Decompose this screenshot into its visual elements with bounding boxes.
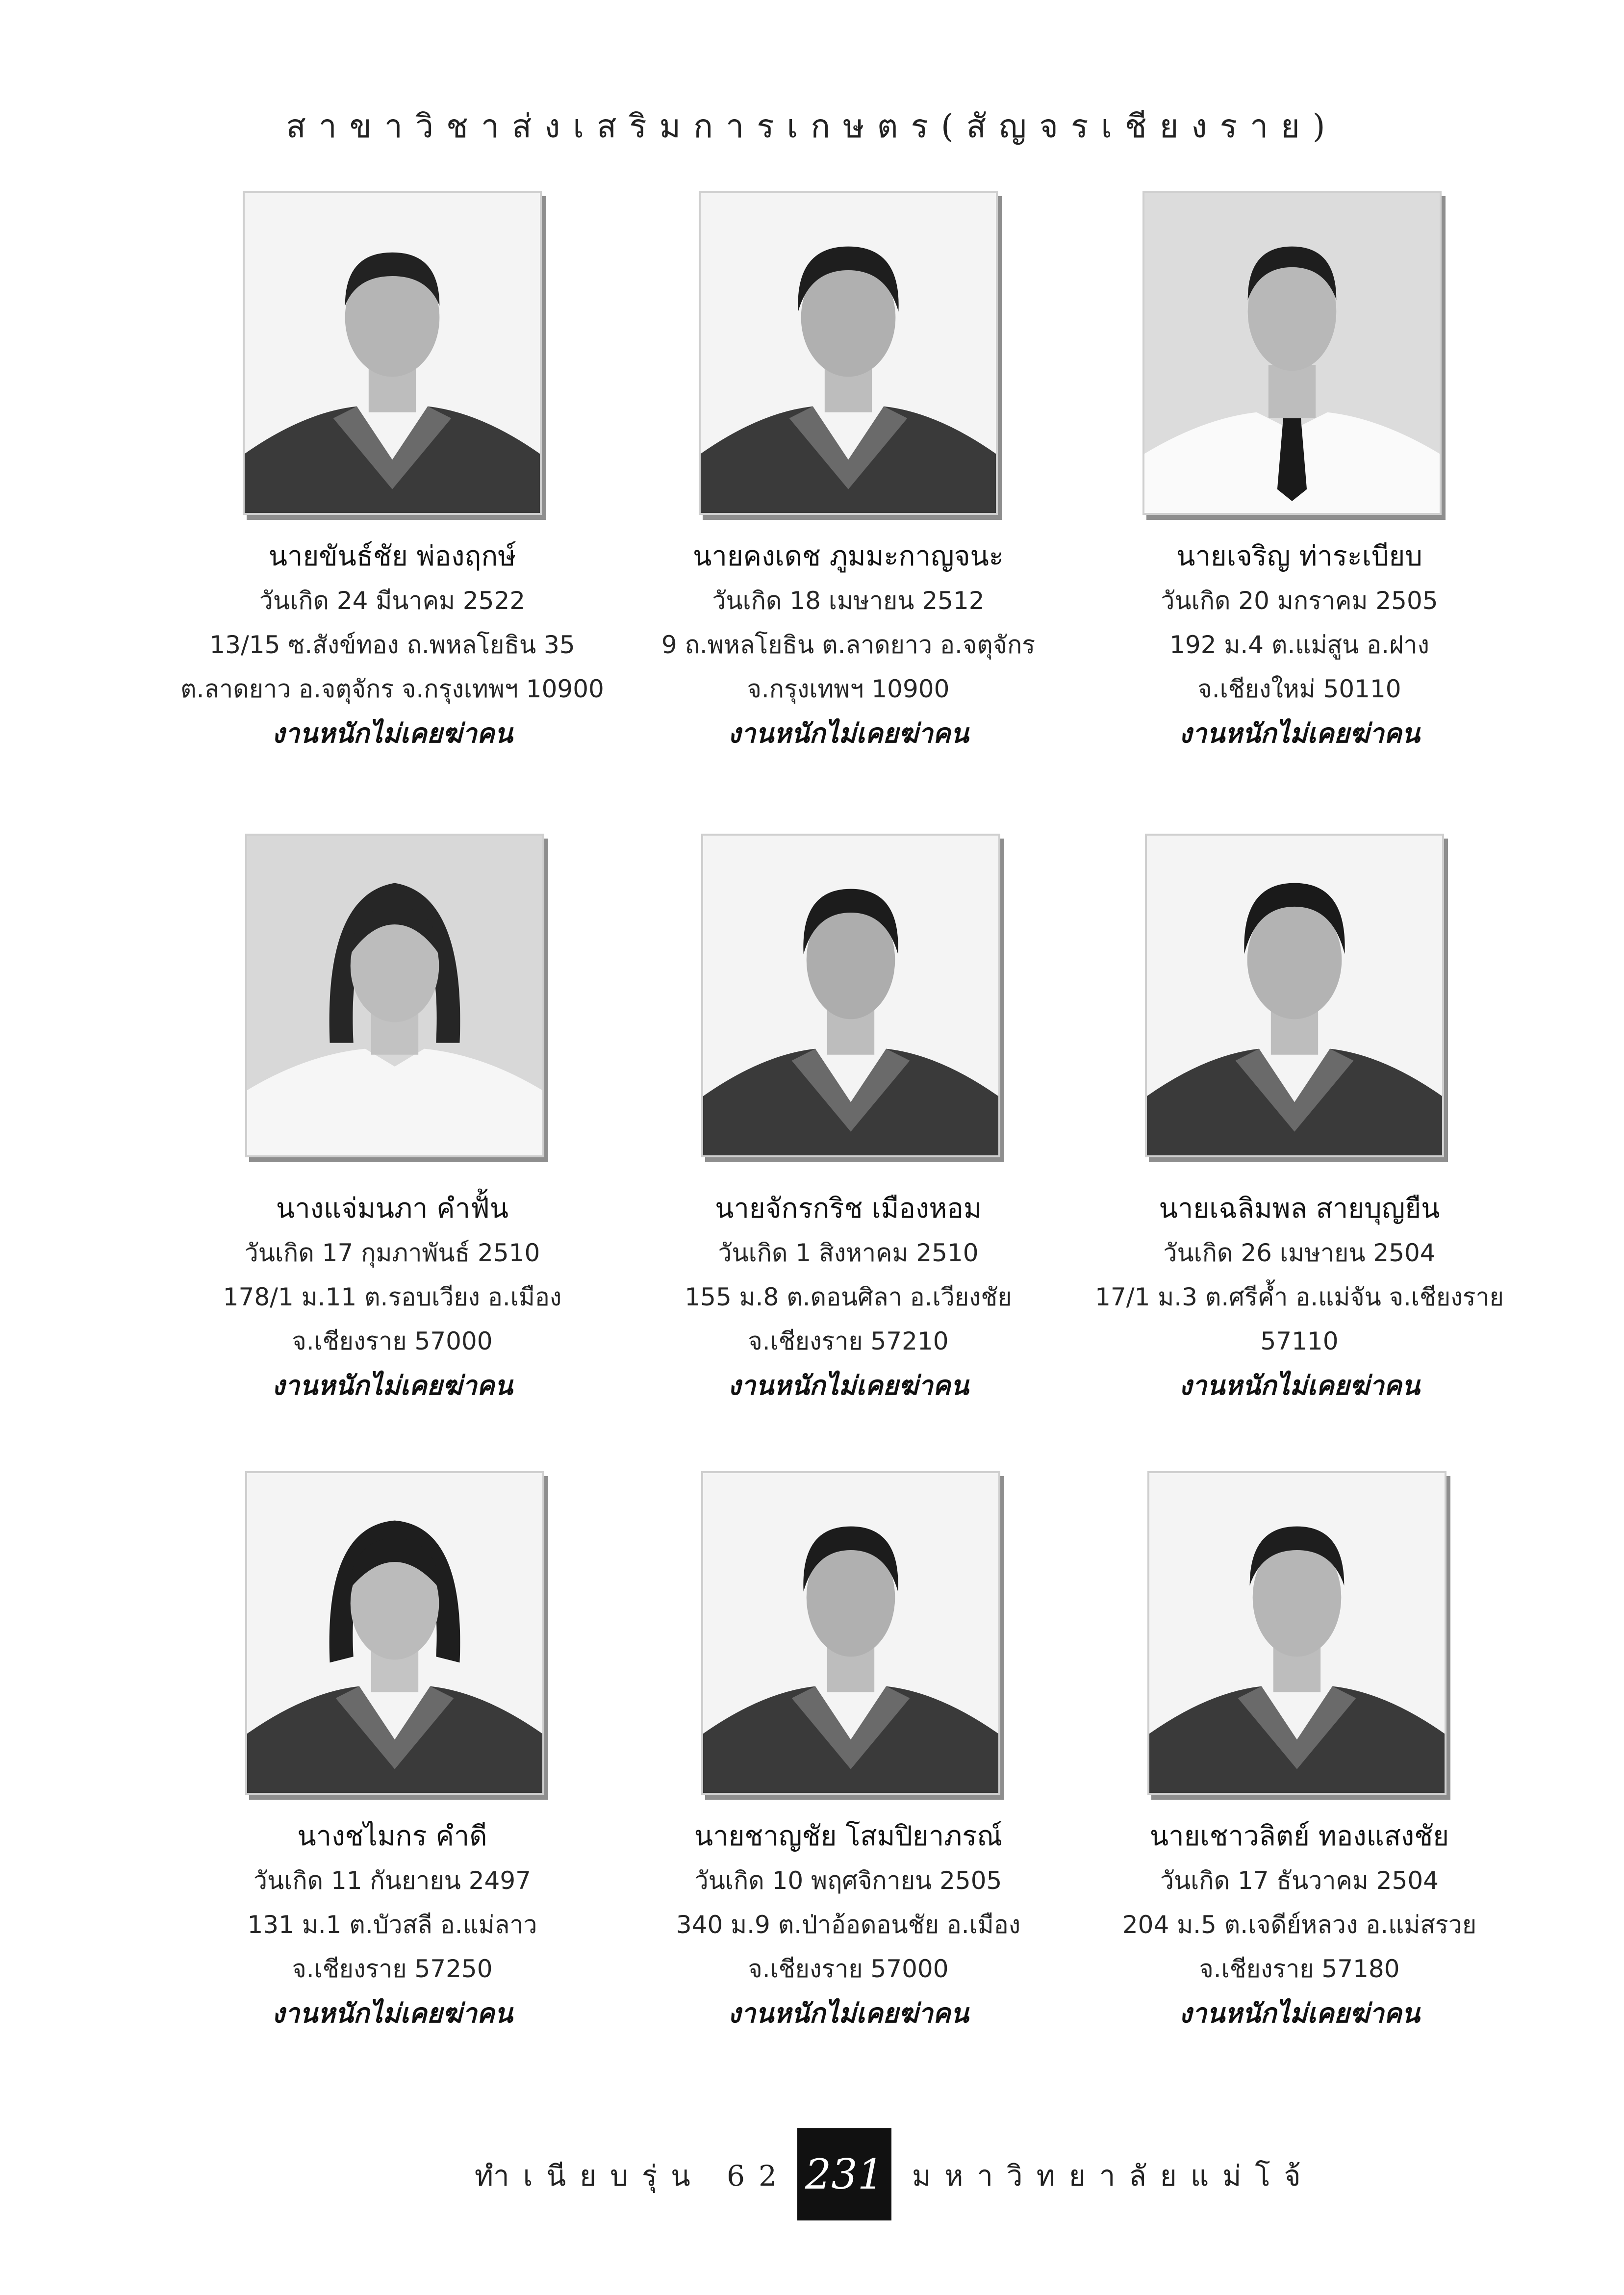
graduate-birthdate: วันเกิด 10 พฤศจิกายน 2505: [694, 1866, 1002, 1895]
graduate-address-line1: 204 ม.5 ต.เจดีย์หลวง อ.แม่สรวย: [1122, 1911, 1477, 1939]
graduate-card: [1054, 834, 1545, 1422]
graduate-address-line1: 340 ม.9 ต.ป่าอ้อดอนชัย อ.เมือง: [676, 1911, 1021, 1939]
graduate-address-line1: 131 ม.1 ต.บัวสลี อ.แม่ลาว: [247, 1911, 537, 1939]
graduate-birthdate: วันเกิด 26 เมษายน 2504: [1163, 1239, 1436, 1267]
footer-university-name: มหาวิทยาลัยแม่โจ้: [912, 2159, 1315, 2193]
graduate-address-line1: 9 ถ.พหลโยธิน ต.ลาดยาว อ.จตุจักร: [661, 631, 1036, 659]
graduate-photo: [243, 191, 542, 515]
graduate-address-line2: จ.กรุงเทพฯ 10900: [747, 675, 950, 703]
graduate-motto: งานหนักไม่เคยฆ่าคน: [1179, 1997, 1420, 2029]
graduate-name: นายเจริญ ท่าระเบียบ: [1176, 540, 1422, 572]
graduate-card: [1054, 1471, 1545, 2060]
footer-yearbook-label: ทำเนียบรุ่น 62: [474, 2159, 790, 2193]
graduate-card: [603, 1471, 1093, 2060]
graduate-card: [1054, 191, 1545, 780]
graduate-address-line2: จ.เชียงราย 57000: [292, 1327, 493, 1355]
graduate-card: [603, 191, 1093, 780]
graduate-motto: งานหนักไม่เคยฆ่าคน: [272, 717, 513, 749]
graduate-address-line2: จ.เชียงใหม่ 50110: [1197, 675, 1401, 703]
graduate-photo: [701, 1471, 1000, 1795]
page-footer: [0, 2128, 1624, 2226]
graduate-address-line2: จ.เชียงราย 57180: [1199, 1955, 1400, 1983]
graduate-address-line1: 17/1 ม.3 ต.ศรีค้ำ อ.แม่จัน จ.เชียงราย: [1095, 1283, 1504, 1311]
graduate-motto: งานหนักไม่เคยฆ่าคน: [728, 1370, 969, 1401]
graduate-birthdate: วันเกิด 20 มกราคม 2505: [1161, 586, 1438, 615]
graduate-motto: งานหนักไม่เคยฆ่าคน: [1179, 1370, 1420, 1401]
graduate-card: [603, 834, 1093, 1422]
graduate-name: นายเฉลิมพล สายบุญยืน: [1159, 1193, 1440, 1224]
graduate-birthdate: วันเกิด 17 กุมภาพันธ์ 2510: [244, 1239, 540, 1267]
graduate-motto: งานหนักไม่เคยฆ่าคน: [272, 1997, 513, 2029]
graduate-card: [147, 191, 637, 780]
graduate-name: นายชาญชัย โสมปิยาภรณ์: [694, 1820, 1003, 1852]
page-title: สาขาวิชาส่งเสริมการเกษตร(สัญจรเชียงราย): [286, 107, 1338, 145]
graduate-address-line1: 155 ม.8 ต.ดอนศิลา อ.เวียงชัย: [685, 1283, 1012, 1311]
graduate-photo: [1147, 1471, 1446, 1795]
graduate-name: นายจักรกริช เมืองหอม: [715, 1193, 982, 1224]
graduate-birthdate: วันเกิด 18 เมษายน 2512: [712, 586, 985, 615]
graduate-name: นางชไมกร คำดี: [297, 1820, 487, 1852]
graduate-photo: [245, 834, 544, 1157]
graduate-address-line1: 178/1 ม.11 ต.รอบเวียง อ.เมือง: [223, 1283, 562, 1311]
graduate-birthdate: วันเกิด 24 มีนาคม 2522: [259, 586, 526, 615]
graduate-card: [147, 834, 637, 1422]
graduate-photo: [701, 834, 1000, 1157]
graduate-photo: [1145, 834, 1444, 1157]
graduate-card: [147, 1471, 637, 2060]
graduate-birthdate: วันเกิด 1 สิงหาคม 2510: [718, 1239, 979, 1267]
graduate-address-line2: ต.ลาดยาว อ.จตุจักร จ.กรุงเทพฯ 10900: [180, 675, 604, 703]
graduate-name: นายเชาวลิตย์ ทองแสงชัย: [1149, 1820, 1449, 1852]
graduate-photo: [1142, 191, 1442, 515]
graduate-address-line1: 13/15 ซ.สังข์ทอง ถ.พหลโยธิน 35: [209, 631, 575, 659]
graduate-address-line2: จ.เชียงราย 57250: [292, 1955, 493, 1983]
graduate-photo: [699, 191, 998, 515]
graduate-birthdate: วันเกิด 11 กันยายน 2497: [254, 1866, 531, 1895]
graduate-motto: งานหนักไม่เคยฆ่าคน: [272, 1370, 513, 1401]
graduate-motto: งานหนักไม่เคยฆ่าคน: [728, 717, 969, 749]
graduate-birthdate: วันเกิด 17 ธันวาคม 2504: [1160, 1866, 1439, 1895]
graduate-address-line2: จ.เชียงราย 57210: [748, 1327, 949, 1355]
graduate-name: นายคงเดช ภูมมะกาญจนะ: [693, 540, 1004, 572]
graduate-address-line1: 192 ม.4 ต.แม่สูน อ.ฝาง: [1169, 631, 1429, 659]
graduate-motto: งานหนักไม่เคยฆ่าคน: [728, 1997, 969, 2029]
graduate-name: นายขันธ์ชัย พ่องฤกษ์: [268, 540, 516, 572]
graduate-motto: งานหนักไม่เคยฆ่าคน: [1179, 717, 1420, 749]
graduate-name: นางแจ่มนภา คำฟั้น: [276, 1193, 509, 1224]
graduate-address-line2: จ.เชียงราย 57000: [748, 1955, 949, 1983]
graduate-address-line2: 57110: [1260, 1327, 1339, 1355]
graduate-photo: [245, 1471, 544, 1795]
page-number: 231: [797, 2128, 891, 2220]
